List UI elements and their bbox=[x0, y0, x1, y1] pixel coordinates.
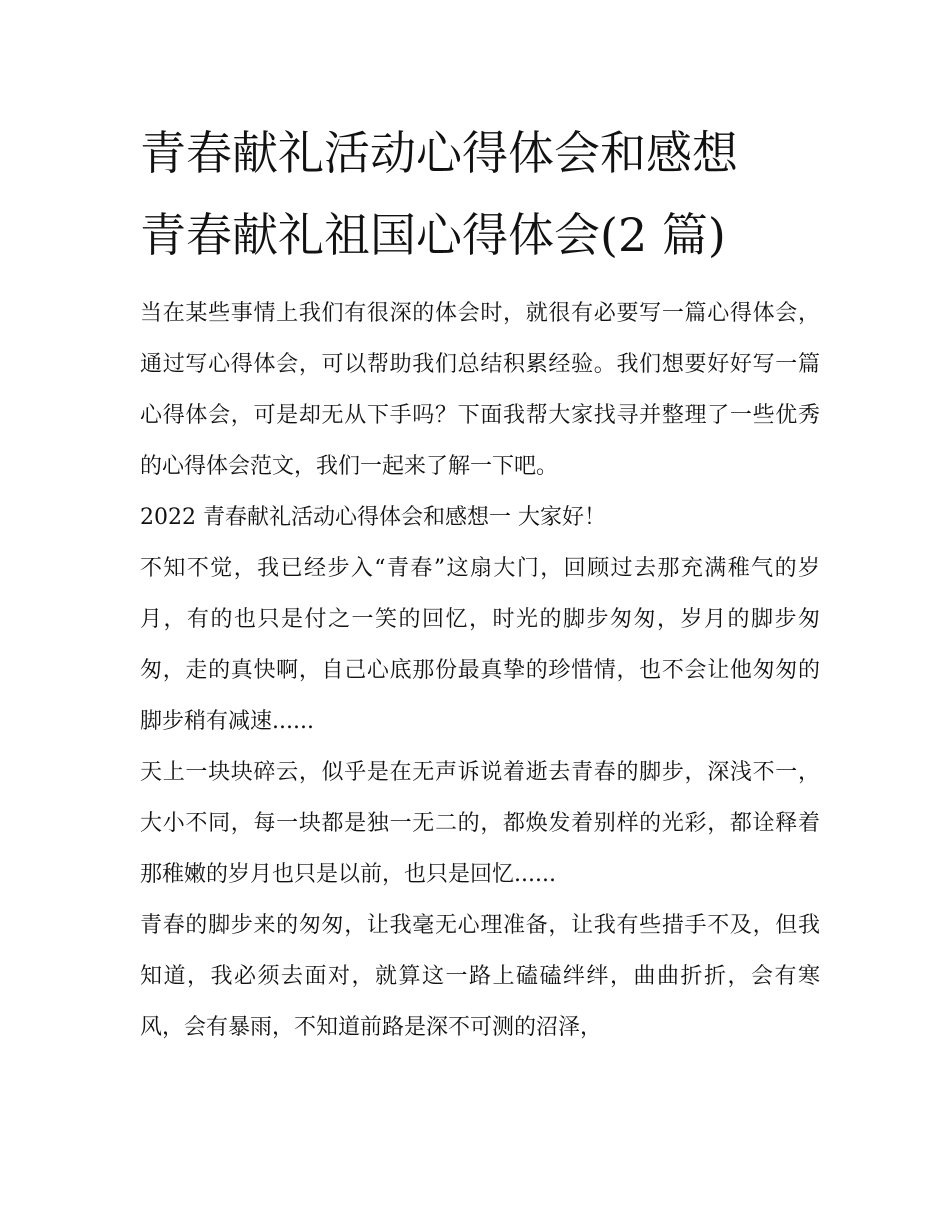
title-line-1: 青春献礼活动心得体会和感想 bbox=[140, 126, 738, 180]
body-paragraph-2: 天上一块块碎云，似乎是在无声诉说着逝去青春的脚步，深浅不一，大小不同，每一块都是独一无二的，都焕发着别样的光彩，都诠释着那稚嫩的岁月也只是以前，也只是回忆...... bbox=[140, 760, 820, 887]
body-paragraph-1: 不知不觉，我已经步入“青春”这扇大门，回顾过去那充满稚气的岁月，有的也只是付之一笑的回忆，时光的脚步匆匆，岁月的脚步匆匆，走的真快啊，自己心底那份最真挚的珍惜情，也不会让他匆匆的脚步稍有减速...... bbox=[140, 556, 820, 734]
body-paragraph-3: 青春的脚步来的匆匆，让我毫无心理准备，让我有些措手不及，但我知道，我必须去面对，就算这一路上磕磕绊绊，曲曲折折，会有寒风，会有暴雨，不知道前路是深不可测的沼泽， bbox=[140, 913, 820, 1040]
document-title bbox=[140, 112, 820, 276]
document-body bbox=[140, 288, 820, 1053]
section-heading-paragraph: 2022 青春献礼活动心得体会和感想一 大家好！ bbox=[140, 505, 606, 530]
title-line-2: 青春献礼祖国心得体会(2 篇) bbox=[140, 208, 726, 262]
intro-paragraph: 当在某些事情上我们有很深的体会时，就很有必要写一篇心得体会，通过写心得体会，可以帮助我们总结积累经验。我们想要好好写一篇心得体会，可是却无从下手吗？下面我帮大家找寻并整理了一些优秀的心得体会范文，我们一起来了解一下吧。 bbox=[140, 301, 820, 479]
document-page bbox=[140, 112, 820, 1053]
